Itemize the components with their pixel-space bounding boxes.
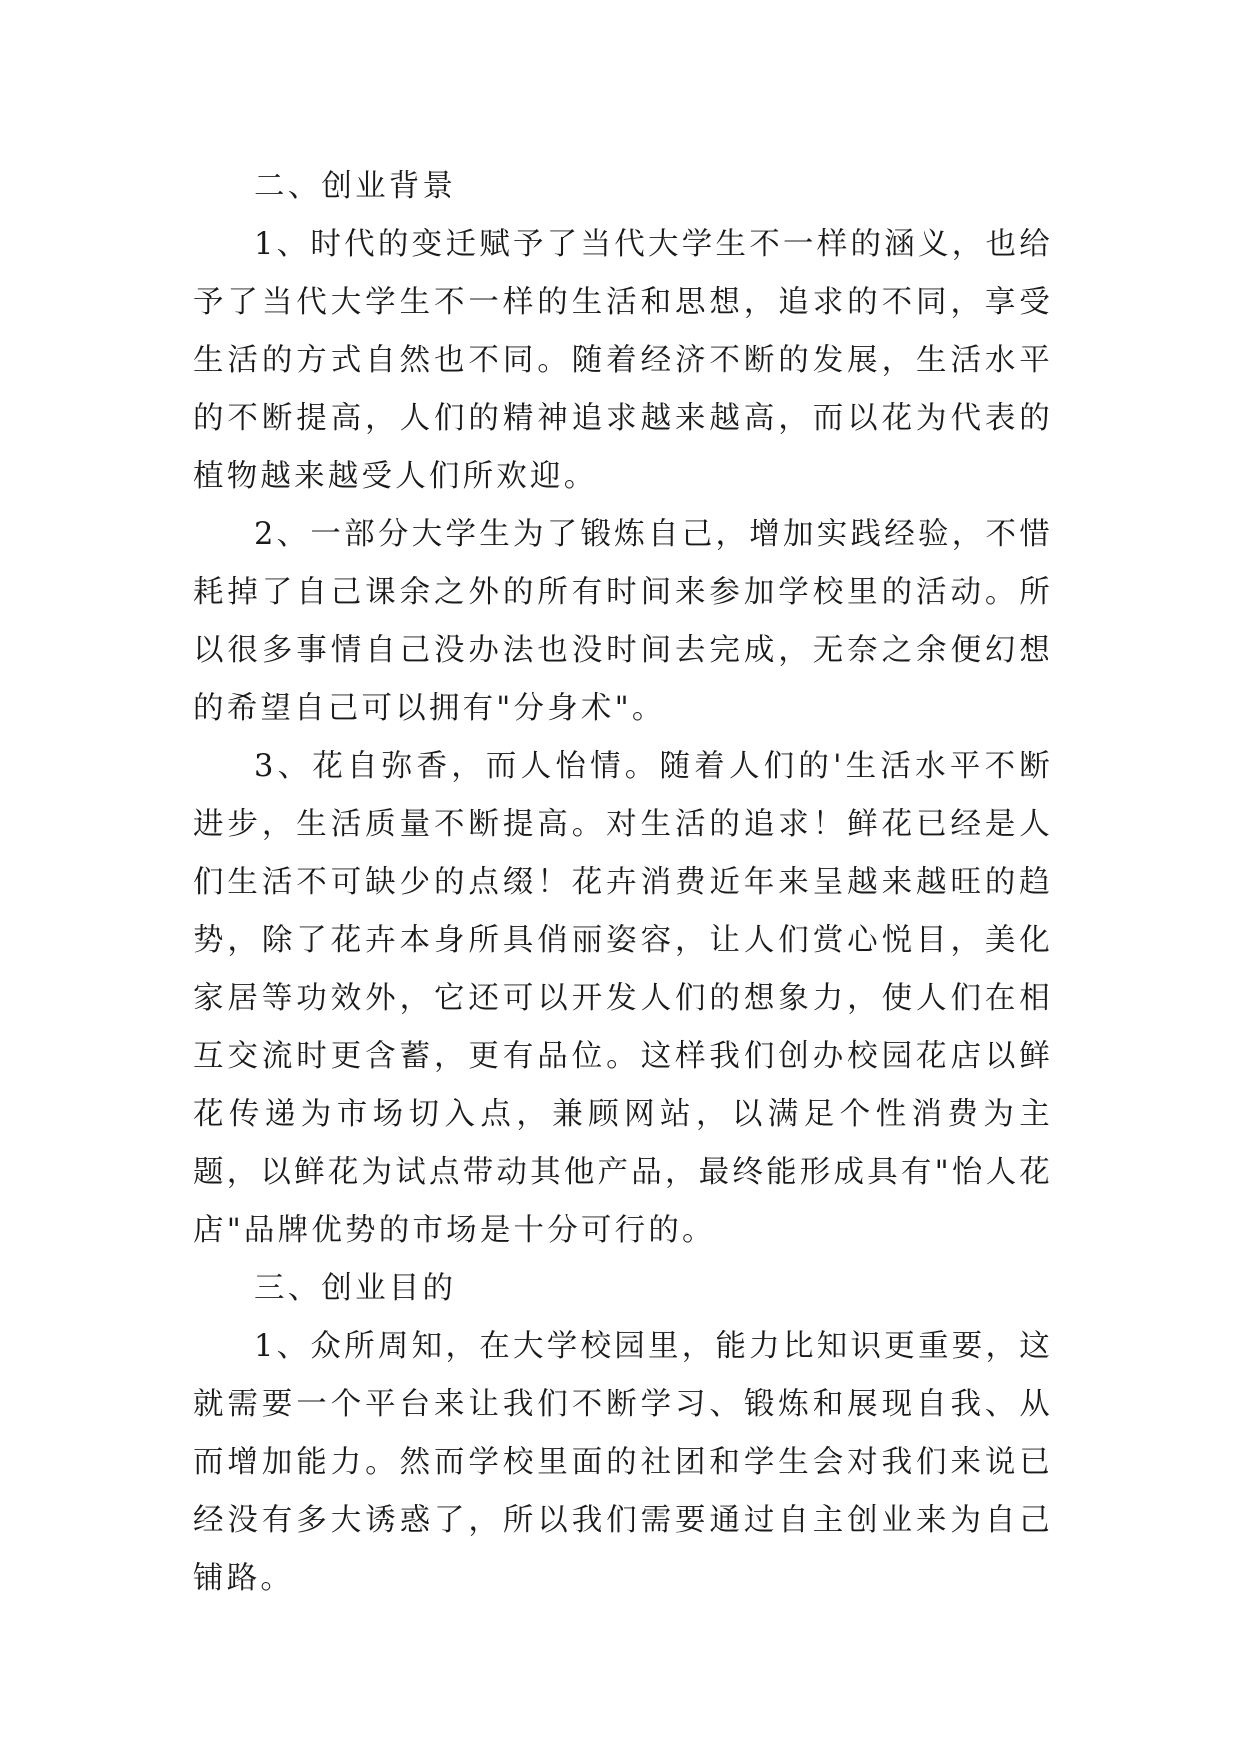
document-page (193, 158, 1053, 1608)
section-heading-background: 二、创业背景 (254, 169, 457, 204)
background-paragraph-2: 2、一部分大学生为了锻炼自己，增加实践经验，不惜耗掉了自己课余之外的所有时间来参加学校里的活动。所以很多事情自己没办法也没时间去完成，无奈之余便幻想的希望自己可以拥有"分身术"。 (193, 517, 1053, 726)
purpose-paragraph-1: 1、众所周知，在大学校园里，能力比知识更重要，这就需要一个平台来让我们不断学习、锻炼和展现自我、从而增加能力。然而学校里面的社团和学生会对我们来说已经没有多大诱惑了，所以我们需要通过自主创业来为自己铺路。 (193, 1329, 1053, 1596)
background-paragraph-3: 3、花自弥香，而人怡情。随着人们的'生活水平不断进步，生活质量不断提高。对生活的追求！鲜花已经是人们生活不可缺少的点缀！花卉消费近年来呈越来越旺的趋势，除了花卉本身所具俏丽姿容，让人们赏心悦目，美化家居等功效外，它还可以开发人们的想象力，使人们在相互交流时更含蓄，更有品位。这样我们创办校园花店以鲜花传递为市场切入点，兼顾网站，以满足个性消费为主题，以鲜花为试点带动其他产品，最终能形成具有"怡人花店"品牌优势的市场是十分可行的。 (193, 749, 1053, 1248)
section-heading-purpose: 三、创业目的 (254, 1271, 457, 1306)
background-paragraph-1: 1、时代的变迁赋予了当代大学生不一样的涵义，也给予了当代大学生不一样的生活和思想，追求的不同，享受生活的方式自然也不同。随着经济不断的发展，生活水平的不断提高，人们的精神追求越来越高，而以花为代表的植物越来越受人们所欢迎。 (193, 227, 1053, 494)
